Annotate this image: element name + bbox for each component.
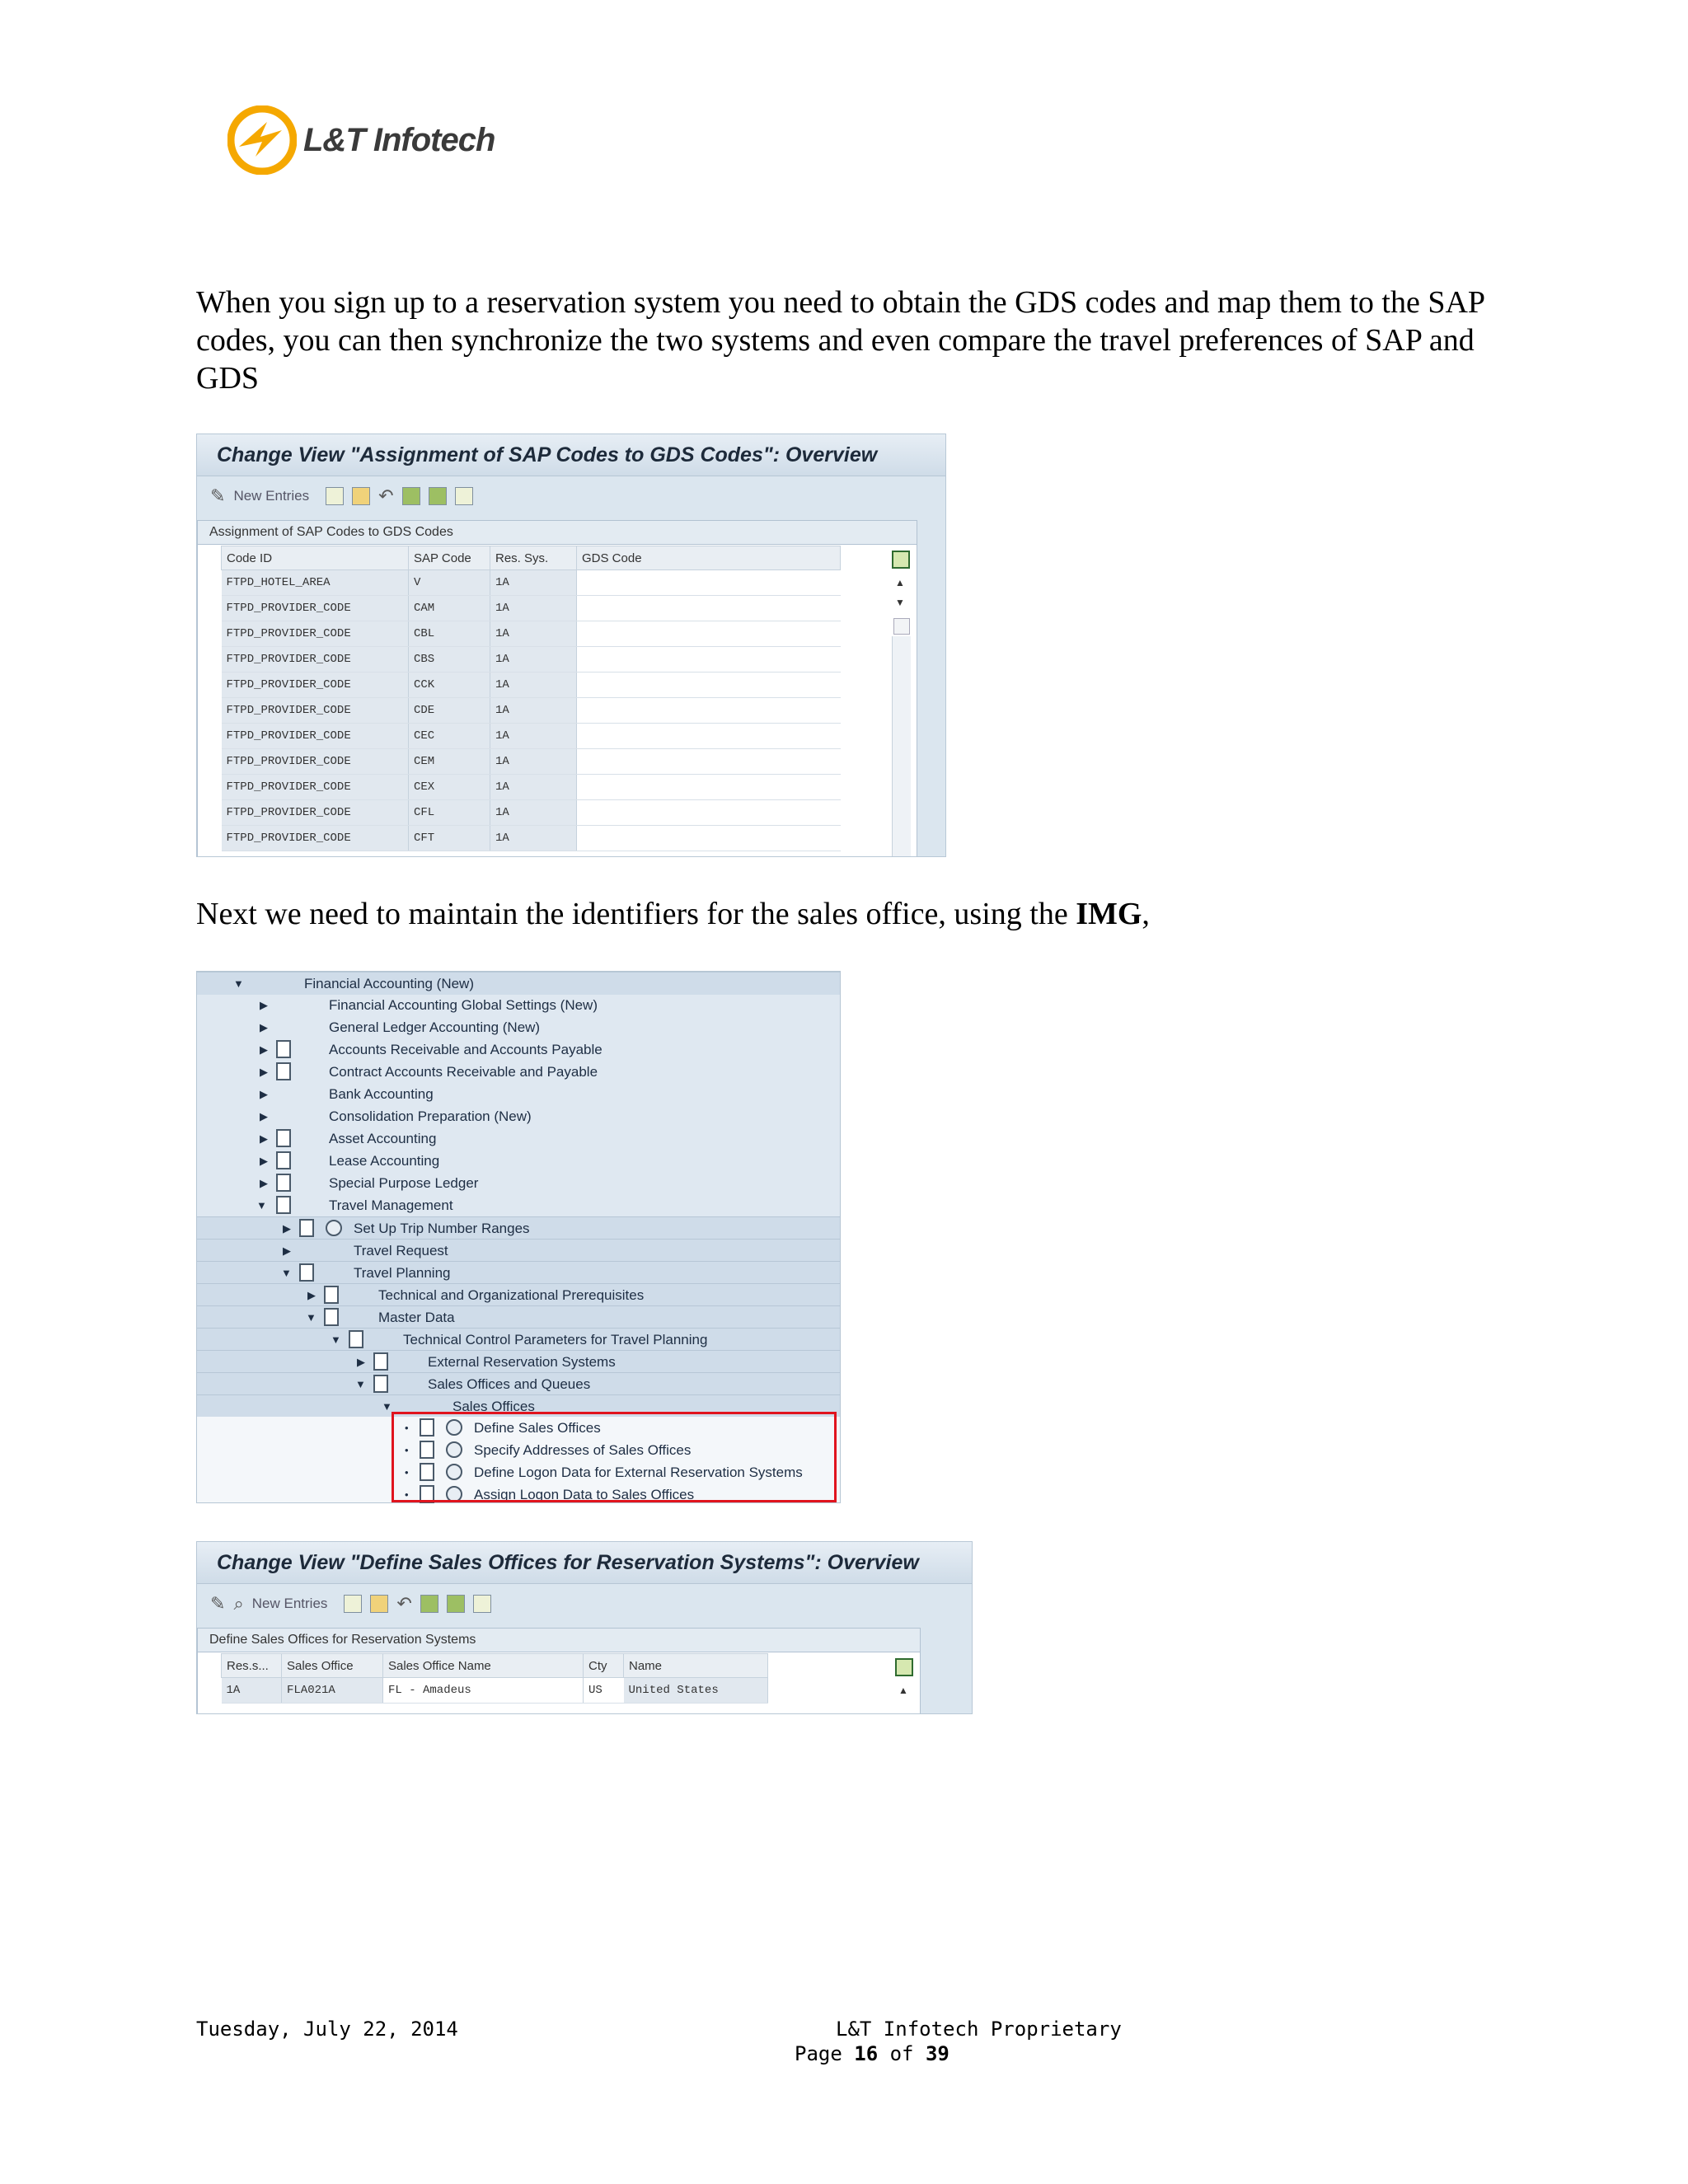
sap-code-cell: CDE (409, 698, 490, 724)
code-id-cell: FTPD_PROVIDER_CODE (222, 800, 409, 826)
document-icon[interactable] (276, 1196, 291, 1214)
tree-node[interactable] (197, 1372, 840, 1395)
next-paragraph (196, 895, 1498, 933)
tree-node-label: Travel Request (354, 1243, 448, 1258)
intro-paragraph: When you sign up to a reservation system you need to obtain the GDS codes and map them to the SAP codes, you can then synchronize the two systems and even compare the travel preferences of SAP and GDS (196, 285, 1484, 396)
bullet-icon: • (405, 1422, 409, 1434)
page-total: 39 (925, 2042, 950, 2065)
scroll-down-icon[interactable]: ▼ (895, 597, 905, 608)
sap-code-cell: CEC (409, 724, 490, 749)
tree-node-label: Specify Addresses of Sales Offices (474, 1442, 692, 1458)
select-block-icon[interactable] (429, 487, 447, 505)
tree-node-label: Special Purpose Ledger (329, 1175, 479, 1191)
tree-node-label: Define Logon Data for External Reservation Systems (474, 1465, 803, 1480)
deselect-all-icon[interactable] (455, 487, 473, 505)
collapse-arrow-icon[interactable]: ▶ (260, 1155, 268, 1167)
column-settings-icon[interactable] (895, 1658, 913, 1676)
expand-arrow-icon[interactable]: ▼ (306, 1311, 316, 1324)
res-sys-cell: 1A (490, 647, 577, 673)
sales-offices-panel (197, 1628, 921, 1714)
tree-node-label: Set Up Trip Number Ranges (354, 1221, 530, 1236)
tree-node[interactable] (197, 1150, 840, 1172)
edit-toggle-icon[interactable]: ✎ (210, 485, 226, 506)
company-logo (227, 101, 495, 180)
column-header[interactable]: Cty (584, 1654, 624, 1678)
column-header[interactable]: Name (624, 1654, 768, 1678)
tree-node[interactable] (197, 1127, 840, 1150)
tree-node[interactable] (197, 1305, 840, 1329)
sales-office-name-input[interactable]: FL - Amadeus (383, 1678, 584, 1704)
collapse-arrow-icon[interactable]: ▶ (260, 1066, 268, 1078)
select-block-icon[interactable] (447, 1595, 465, 1613)
new-entries-button[interactable]: New Entries (251, 1596, 328, 1611)
table-row[interactable] (222, 1678, 768, 1704)
document-icon[interactable] (324, 1286, 339, 1304)
tree-node-label: Consolidation Preparation (New) (329, 1108, 532, 1124)
table-row[interactable] (222, 596, 841, 621)
column-header[interactable]: Sales Office (282, 1654, 383, 1678)
tree-node-label: Sales Offices (452, 1399, 535, 1414)
res-sys-cell: 1A (490, 775, 577, 800)
select-all-icon[interactable] (402, 487, 420, 505)
code-id-cell: FTPD_HOTEL_AREA (222, 570, 409, 596)
copy-icon[interactable] (326, 487, 344, 505)
gds-code-input[interactable] (577, 724, 841, 749)
undo-icon[interactable]: ↶ (378, 485, 394, 506)
document-icon[interactable] (276, 1151, 291, 1169)
document-icon[interactable] (373, 1352, 388, 1371)
scrollbar-thumb[interactable] (893, 618, 910, 635)
sap-code-cell: CEX (409, 775, 490, 800)
tree-node[interactable] (197, 1061, 840, 1083)
res-sys-cell: 1A (490, 724, 577, 749)
gds-code-input[interactable] (577, 800, 841, 826)
tree-node[interactable] (197, 1328, 840, 1351)
column-header[interactable]: Res.s... (222, 1654, 282, 1678)
collapse-arrow-icon[interactable]: ▶ (260, 1132, 268, 1145)
select-all-icon[interactable] (420, 1595, 438, 1613)
collapse-arrow-icon[interactable]: ▶ (260, 999, 268, 1011)
column-header[interactable]: SAP Code (409, 546, 490, 570)
tree-node-label: Financial Accounting (New) (304, 976, 474, 991)
tree-node[interactable] (197, 1350, 840, 1373)
tree-node-label: General Ledger Accounting (New) (329, 1019, 541, 1035)
column-header[interactable]: Code ID (222, 546, 409, 570)
res-sys-cell: 1A (490, 749, 577, 775)
gds-codes-table (221, 546, 841, 851)
tree-node-label: Contract Accounts Receivable and Payable (329, 1064, 598, 1080)
footer-proprietary: L&T Infotech Proprietary (836, 2018, 1122, 2041)
toolbar (197, 476, 945, 516)
tree-node[interactable] (197, 1261, 840, 1284)
expand-arrow-icon[interactable]: ▼ (382, 1400, 392, 1413)
res-sys-cell: 1A (490, 621, 577, 647)
sap-code-cell: CFL (409, 800, 490, 826)
gds-code-input[interactable] (577, 749, 841, 775)
expand-arrow-icon[interactable]: ▼ (233, 977, 244, 990)
column-header[interactable]: GDS Code (577, 546, 841, 570)
edit-toggle-icon[interactable]: ✎ (210, 1593, 226, 1614)
document-icon[interactable] (324, 1308, 339, 1326)
footer-page-number (795, 2042, 950, 2065)
collapse-arrow-icon[interactable]: ▶ (357, 1356, 365, 1368)
res-sys-cell: 1A (490, 673, 577, 698)
gds-code-input[interactable] (577, 775, 841, 800)
tree-node[interactable] (197, 1105, 840, 1127)
toolbar (197, 1584, 972, 1624)
res-sys-cell: 1A (490, 698, 577, 724)
sap-code-cell: CBS (409, 647, 490, 673)
display-icon[interactable]: ⌕ (233, 1593, 244, 1614)
img-bold-text: IMG (1076, 897, 1142, 931)
document-icon[interactable] (299, 1219, 314, 1237)
collapse-arrow-icon[interactable]: ▶ (260, 1177, 268, 1189)
code-id-cell: FTPD_PROVIDER_CODE (222, 647, 409, 673)
tree-node[interactable] (197, 1172, 840, 1194)
vertical-scrollbar[interactable] (892, 636, 911, 857)
collapse-arrow-icon[interactable]: ▶ (307, 1289, 316, 1301)
code-id-cell: FTPD_PROVIDER_CODE (222, 724, 409, 749)
tree-node-label: Master Data (378, 1310, 455, 1325)
code-id-cell: FTPD_PROVIDER_CODE (222, 673, 409, 698)
sales-office-cell: FLA021A (282, 1678, 383, 1704)
res-sys-cell: 1A (490, 800, 577, 826)
table-row[interactable] (222, 570, 841, 596)
table-row[interactable] (222, 724, 841, 749)
tree-node[interactable] (197, 1194, 840, 1216)
tree-node-label: Accounts Receivable and Accounts Payable (329, 1042, 603, 1057)
collapse-arrow-icon[interactable]: ▶ (260, 1021, 268, 1033)
table-row[interactable] (222, 800, 841, 826)
gds-code-input[interactable] (577, 826, 841, 851)
sap-screen-gds-codes (196, 434, 946, 857)
gds-code-input[interactable] (577, 673, 841, 698)
collapse-arrow-icon[interactable]: ▶ (260, 1088, 268, 1100)
code-id-cell: FTPD_PROVIDER_CODE (222, 826, 409, 851)
gds-code-input[interactable] (577, 698, 841, 724)
tree-node-label: Sales Offices and Queues (428, 1376, 591, 1392)
res-sys-cell: 1A (490, 826, 577, 851)
tree-node-label: Technical Control Parameters for Travel Planning (403, 1332, 708, 1347)
bullet-icon: • (405, 1466, 409, 1479)
expand-arrow-icon[interactable]: ▼ (281, 1267, 292, 1279)
next-paragraph-end: , (1142, 897, 1150, 931)
tree-node[interactable] (197, 1216, 840, 1240)
logo-text: L&T Infotech (303, 121, 495, 158)
sap-code-cell: V (409, 570, 490, 596)
tree-node-label: External Reservation Systems (428, 1354, 616, 1370)
code-id-cell: FTPD_PROVIDER_CODE (222, 596, 409, 621)
tree-node[interactable] (197, 1016, 840, 1038)
scroll-up-icon[interactable]: ▲ (895, 577, 905, 588)
sales-offices-table (221, 1653, 768, 1704)
res-sys-cell: 1A (222, 1678, 282, 1704)
page-of: of (878, 2042, 926, 2065)
code-id-cell: FTPD_PROVIDER_CODE (222, 775, 409, 800)
table-row[interactable] (222, 647, 841, 673)
tree-node[interactable] (197, 1283, 840, 1306)
sap-code-cell: CEM (409, 749, 490, 775)
tree-node-label: Financial Accounting Global Settings (New) (329, 997, 598, 1013)
table-row[interactable] (222, 698, 841, 724)
screen-title: Change View "Assignment of SAP Codes to GDS Codes": Overview (197, 434, 945, 476)
country-name-cell: United States (624, 1678, 768, 1704)
gds-code-input[interactable] (577, 621, 841, 647)
deselect-all-icon[interactable] (473, 1595, 491, 1613)
expand-arrow-icon[interactable]: ▼ (331, 1333, 341, 1346)
tree-node[interactable] (197, 1239, 840, 1262)
table-row[interactable] (222, 621, 841, 647)
table-row[interactable] (222, 673, 841, 698)
code-id-cell: FTPD_PROVIDER_CODE (222, 621, 409, 647)
screen-title: Change View "Define Sales Offices for Reservation Systems": Overview (197, 1542, 972, 1584)
tree-node-label: Define Sales Offices (474, 1420, 601, 1436)
bullet-icon: • (405, 1444, 409, 1456)
sap-code-cell: CBL (409, 621, 490, 647)
res-sys-cell: 1A (490, 570, 577, 596)
tree-node[interactable] (197, 1038, 840, 1061)
tree-node-label: Assign Logon Data to Sales Offices (474, 1487, 695, 1502)
footer-date: Tuesday, July 22, 2014 (196, 2018, 458, 2041)
collapse-arrow-icon[interactable]: ▶ (260, 1110, 268, 1122)
country-input[interactable]: US (584, 1678, 624, 1704)
column-header[interactable]: Sales Office Name (383, 1654, 584, 1678)
res-sys-cell: 1A (490, 596, 577, 621)
tree-node-label: Travel Planning (354, 1265, 451, 1281)
tree-node-label: Bank Accounting (329, 1086, 434, 1102)
document-icon[interactable] (299, 1263, 314, 1282)
collapse-arrow-icon[interactable]: ▶ (283, 1244, 291, 1257)
delete-icon[interactable] (370, 1595, 388, 1613)
page-prefix: Page (795, 2042, 855, 2065)
document-icon[interactable] (276, 1062, 291, 1080)
table-row[interactable] (222, 775, 841, 800)
bullet-icon: • (405, 1488, 409, 1501)
gds-code-input[interactable] (577, 596, 841, 621)
collapse-arrow-icon[interactable]: ▶ (283, 1222, 291, 1235)
expand-arrow-icon[interactable]: ▼ (256, 1199, 267, 1212)
document-icon[interactable] (349, 1330, 363, 1348)
new-entries-button[interactable]: New Entries (233, 488, 310, 504)
column-header[interactable]: Res. Sys. (490, 546, 577, 570)
table-row[interactable] (222, 749, 841, 775)
gds-codes-panel (197, 520, 917, 857)
column-settings-icon[interactable] (892, 551, 910, 569)
lt-logo-icon (227, 105, 297, 175)
collapse-arrow-icon[interactable]: ▶ (260, 1043, 268, 1056)
execute-clock-icon[interactable] (326, 1220, 342, 1236)
sap-code-cell: CAM (409, 596, 490, 621)
document-icon[interactable] (276, 1174, 291, 1192)
table-row[interactable] (222, 826, 841, 851)
scroll-up-icon[interactable]: ▲ (898, 1685, 908, 1696)
code-id-cell: FTPD_PROVIDER_CODE (222, 698, 409, 724)
tree-node[interactable] (197, 972, 840, 995)
sap-code-cell: CFT (409, 826, 490, 851)
highlight-box (392, 1412, 837, 1502)
sap-code-cell: CCK (409, 673, 490, 698)
expand-arrow-icon[interactable]: ▼ (355, 1378, 366, 1390)
document-icon[interactable] (373, 1375, 388, 1393)
code-id-cell: FTPD_PROVIDER_CODE (222, 749, 409, 775)
gds-code-input[interactable] (577, 647, 841, 673)
panel-title: Assignment of SAP Codes to GDS Codes (198, 521, 917, 545)
delete-icon[interactable] (352, 487, 370, 505)
gds-code-input[interactable] (577, 570, 841, 596)
tree-node-label: Technical and Organizational Prerequisites (378, 1287, 645, 1303)
img-tree (196, 971, 841, 1503)
tree-node-label: Asset Accounting (329, 1131, 437, 1146)
tree-node[interactable] (197, 1083, 840, 1105)
document-icon[interactable] (276, 1129, 291, 1147)
page-current: 16 (854, 2042, 879, 2065)
tree-node-label: Travel Management (329, 1197, 453, 1213)
document-icon[interactable] (276, 1040, 291, 1058)
sap-screen-sales-offices (196, 1541, 973, 1714)
copy-icon[interactable] (344, 1595, 362, 1613)
tree-node-label: Lease Accounting (329, 1153, 440, 1169)
undo-icon[interactable]: ↶ (396, 1593, 412, 1614)
tree-node[interactable] (197, 994, 840, 1016)
panel-title: Define Sales Offices for Reservation Systems (198, 1629, 920, 1652)
next-paragraph-text: Next we need to maintain the identifiers for the sales office, using the (196, 897, 1076, 931)
